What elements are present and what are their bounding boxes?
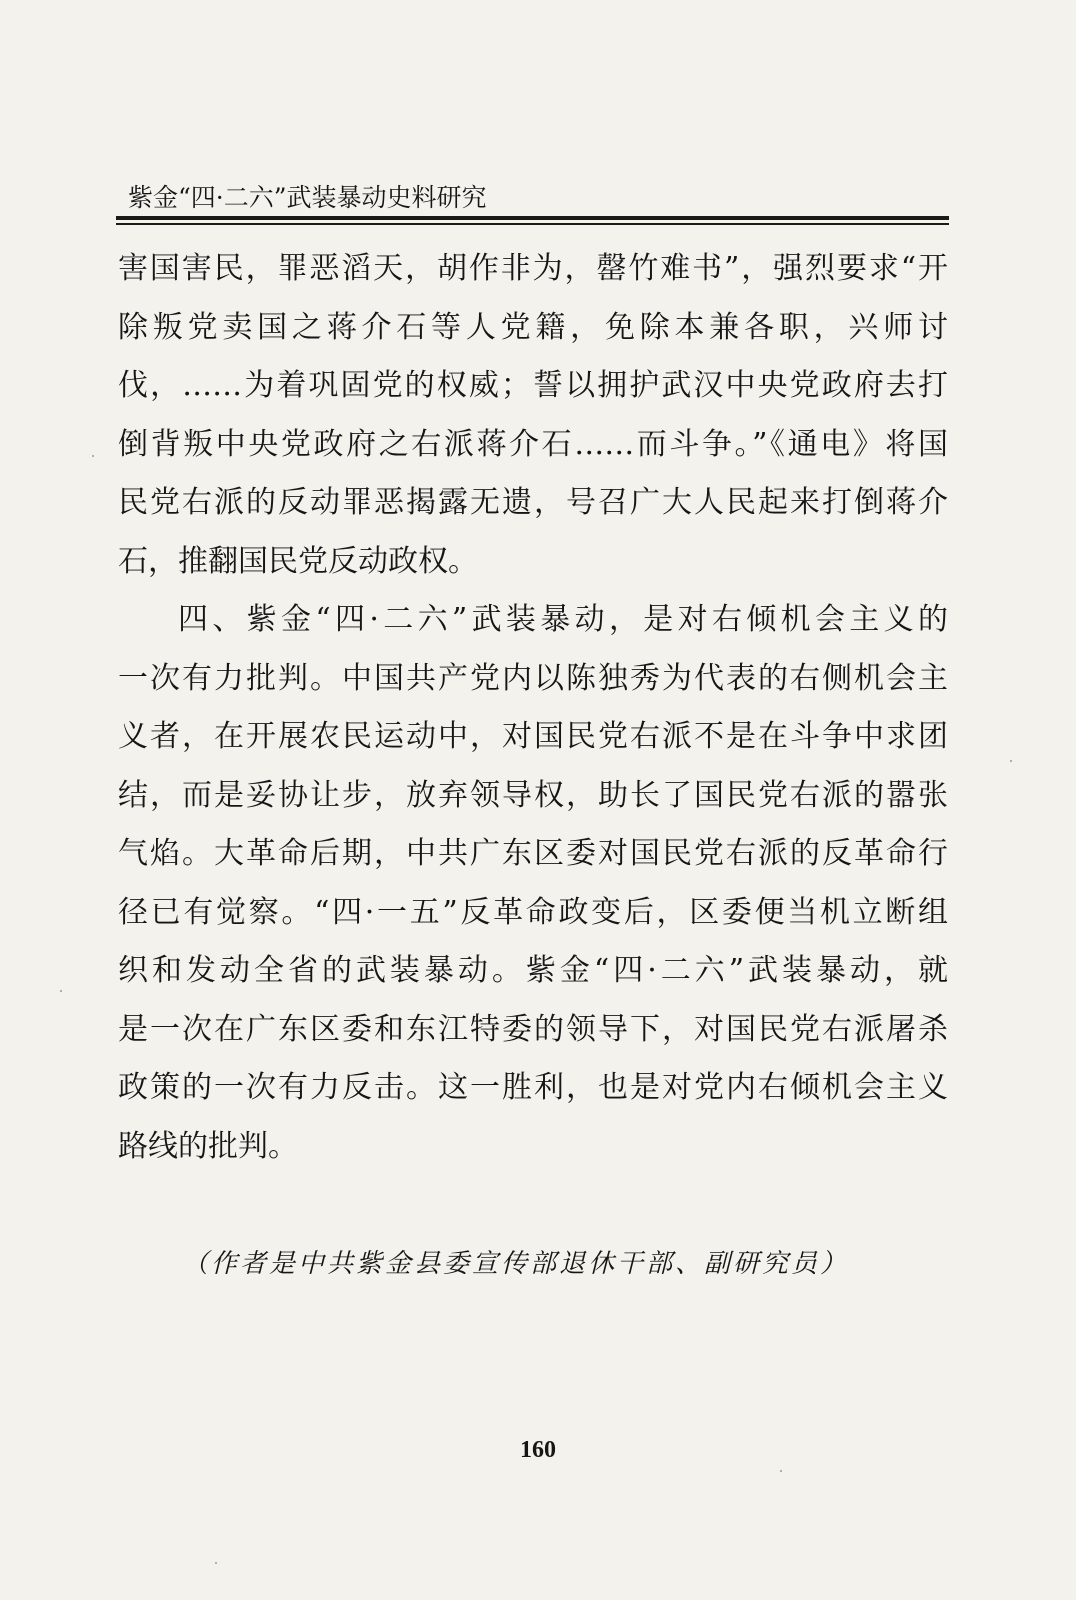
text-line: 结，而是妥协让步，放弃领导权，助长了国民党右派的嚣张 [118,777,948,813]
text-line: 除叛党卖国之蒋介石等人党籍，免除本兼各职，兴师讨 [118,309,948,345]
page-number: 160 [520,1437,556,1463]
text-line: 四、紫金“四·二六”武装暴动，是对右倾机会主义的 [178,602,948,637]
scan-speck [1010,760,1012,762]
text-line: 民党右派的反动罪恶揭露无遗，号召广大人民起来打倒蒋介 [118,485,948,520]
text-line: 倒背叛中央党政府之右派蒋介石……而斗争。”《通电》将国 [118,426,948,462]
text-line: 义者，在开展农民运动中，对国民党右派不是在斗争中求团 [118,719,948,754]
text-line: 路线的批判。 [118,1128,298,1164]
scan-speck [215,1562,217,1564]
text-line: 织和发动全省的武装暴动。紫金“四·二六”武装暴动，就 [118,953,948,988]
scan-speck [60,990,62,992]
text-line: 伐，……为着巩固党的权威；誓以拥护武汉中央党政府去打 [118,368,948,403]
scan-speck [780,1470,782,1472]
text-line: 是一次在广东区委和东江特委的领导下，对国民党右派屠杀 [118,1011,948,1047]
scan-speck [92,455,94,457]
text-line: 气焰。大革命后期，中共广东区委对国民党右派的反革命行 [118,836,948,871]
header-rule-thin [116,223,949,225]
author-note: （作者是中共紫金县委宣传部退休干部、副研究员） [182,1249,850,1279]
body-text [118,240,948,1176]
text-line: 径已有觉察。“四·一五”反革命政变后，区委便当机立断组 [118,894,948,930]
text-line: 政策的一次有力反击。这一胜利，也是对党内右倾机会主义 [118,1070,948,1105]
text-line: 石，推翻国民党反动政权。 [118,543,478,579]
text-line: 一次有力批判。中国共产党内以陈独秀为代表的右侧机会主 [118,660,948,696]
running-head-title: 紫金“四·二六”武装暴动史料研究 [128,183,487,212]
text-line: 害国害民，罪恶滔天，胡作非为，罄竹难书”，强烈要求“开 [118,251,948,286]
header-rule-thick [116,216,949,220]
